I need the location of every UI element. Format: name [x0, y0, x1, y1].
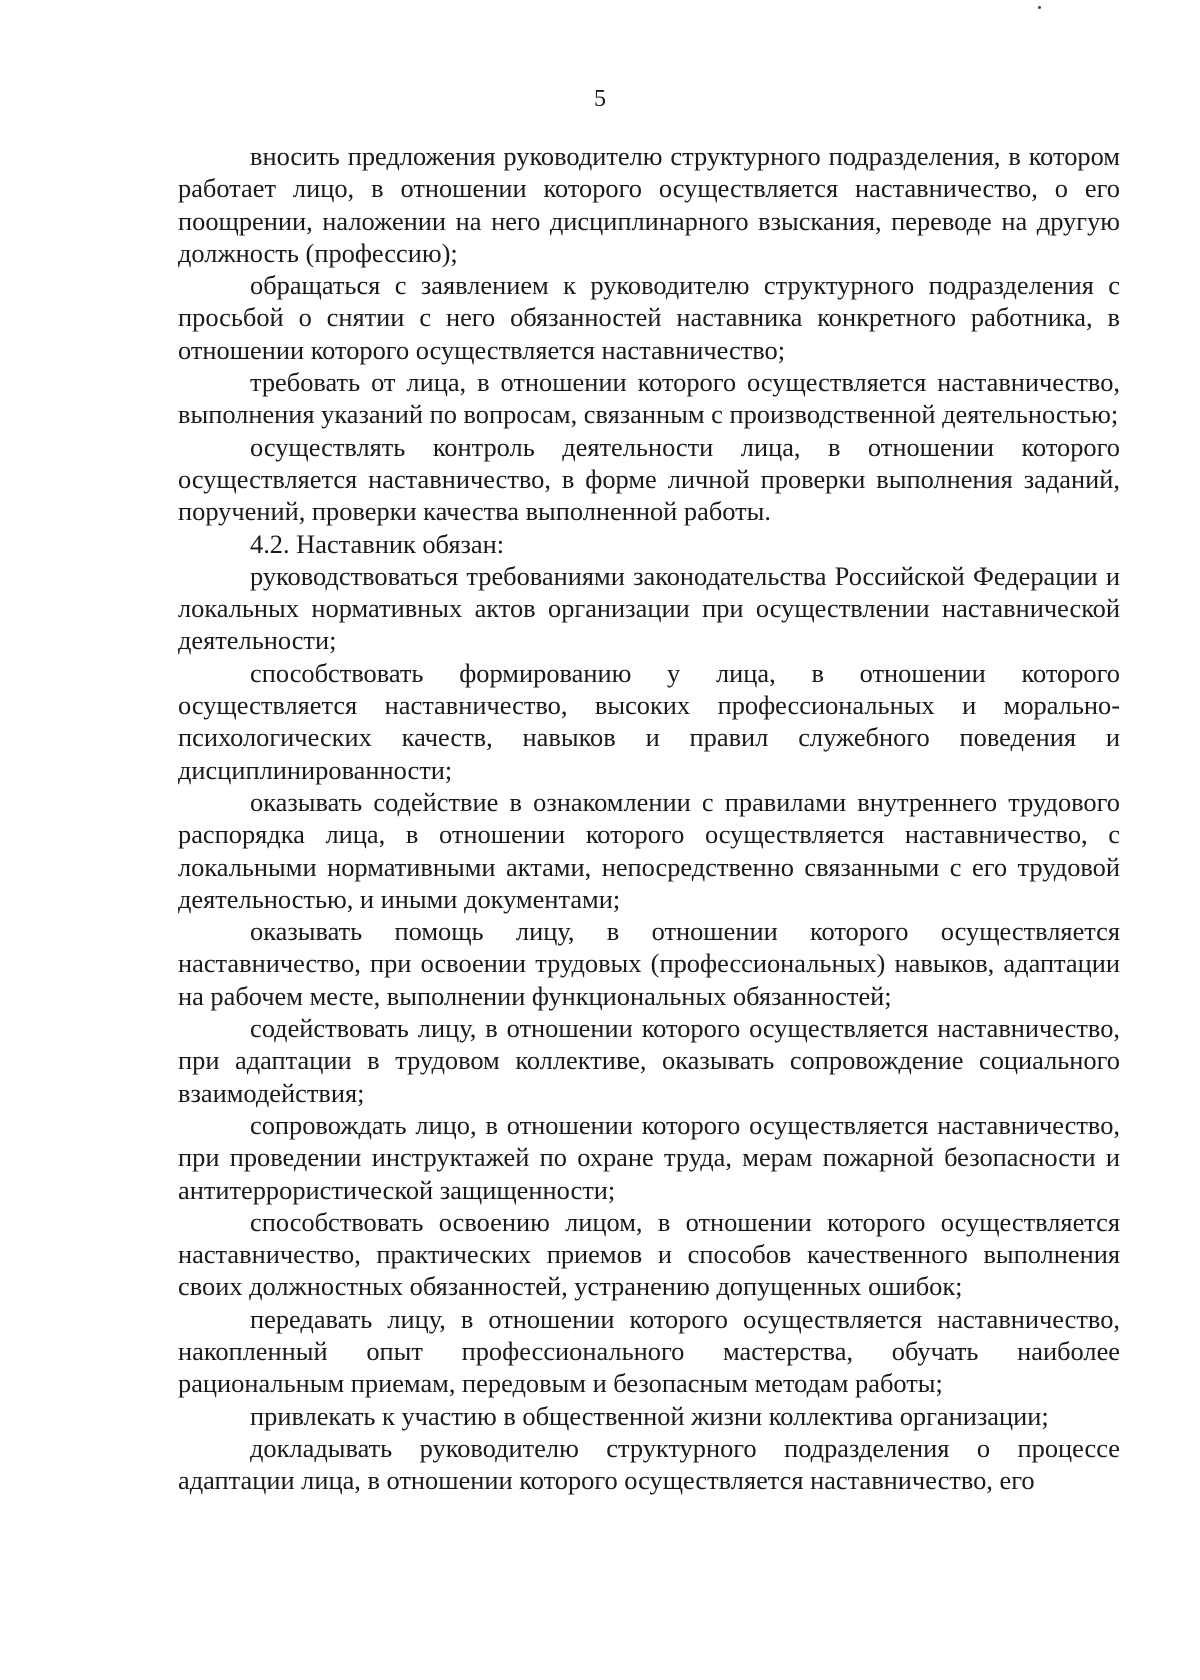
paragraph-request-release: обращаться с заявлением к руководителю структурного подразделения с просьбой о снятии с него обязанностей наставника конкретного работника, в отношении которого осуществляется наставничество; [178, 270, 1120, 365]
paragraph-exercise-control: осуществлять контроль деятельности лица, в отношении которого осуществляется наставничество, в форме личной проверки выполнения заданий, поручений, проверки качества выполненной работы. [178, 431, 1120, 527]
duty-develop-qualities: способствовать формированию у лица, в отношении которого осуществляется наставничество, высоких профессиональных и морально-психологических качеств, навыков и правил служебного поведения и дисциплинированности; [178, 657, 1120, 785]
page-number: 5 [594, 86, 606, 112]
duty-accompany-briefings: сопровождать лицо, в отношении которого осуществляется наставничество, при проведении инструктажей по охране труда, мерам пожарной безопасности и антитеррористической защищенности; [178, 1109, 1120, 1205]
duty-assist-familiarization: оказывать содействие в ознакомлении с правилами внутреннего трудового распорядка лица, в отношении которого осуществляется наставничество, с локальными нормативными актами, непосредственно связанными с его трудовой деятельностью, и иными документами; [178, 786, 1120, 914]
duty-share-experience: передавать лицу, в отношении которого осуществляется наставничество, накопленный опыт профессионального мастерства, обучать наиболее рациональным приемам, передовым и безопасным методам работы; [178, 1303, 1120, 1399]
duty-engage-community: привлекать к участию в общественной жизни коллектива организации; [250, 1400, 1049, 1431]
duty-follow-legislation: руководствоваться требованиями законодательства Российской Федерации и локальных нормативных актов организации при осуществлении наставнической деятельности; [178, 560, 1120, 656]
document-body [178, 140, 1120, 1496]
duty-promote-techniques: способствовать освоению лицом, в отношении которого осуществляется наставничество, практических приемов и способов качественного выполнения своих должностных обязанностей, устранению допущенных ошибок; [178, 1206, 1120, 1302]
paragraph-propose-incentives: вносить предложения руководителю структурного подразделения, в котором работает лицо, в отношении которого осуществляется наставничество, о его поощрении, наложении на него дисциплинарного взыскания, переводе на другую должность (профессию); [178, 141, 1120, 268]
duty-support-adaptation: содействовать лицу, в отношении которого осуществляется наставничество, при адаптации в трудовом коллективе, оказывать сопровождение социального взаимодействия; [178, 1013, 1120, 1108]
paragraph-demand-compliance: требовать от лица, в отношении которого осуществляется наставничество, выполнения указаний по вопросам, связанным с производственной деятельностью; [178, 367, 1120, 430]
scan-speck [1038, 6, 1041, 9]
duty-help-skills: оказывать помощь лицу, в отношении которого осуществляется наставничество, при освоении трудовых (профессиональных) навыков, адаптации на рабочем месте, выполнении функциональных обязанностей; [178, 916, 1120, 1011]
section-heading-mentor-duties: 4.2. Наставник обязан: [250, 528, 505, 559]
duty-report-progress: докладывать руководителю структурного подразделения о процессе адаптации лица, в отношении которого осуществляется наставничество, его [178, 1432, 1120, 1496]
